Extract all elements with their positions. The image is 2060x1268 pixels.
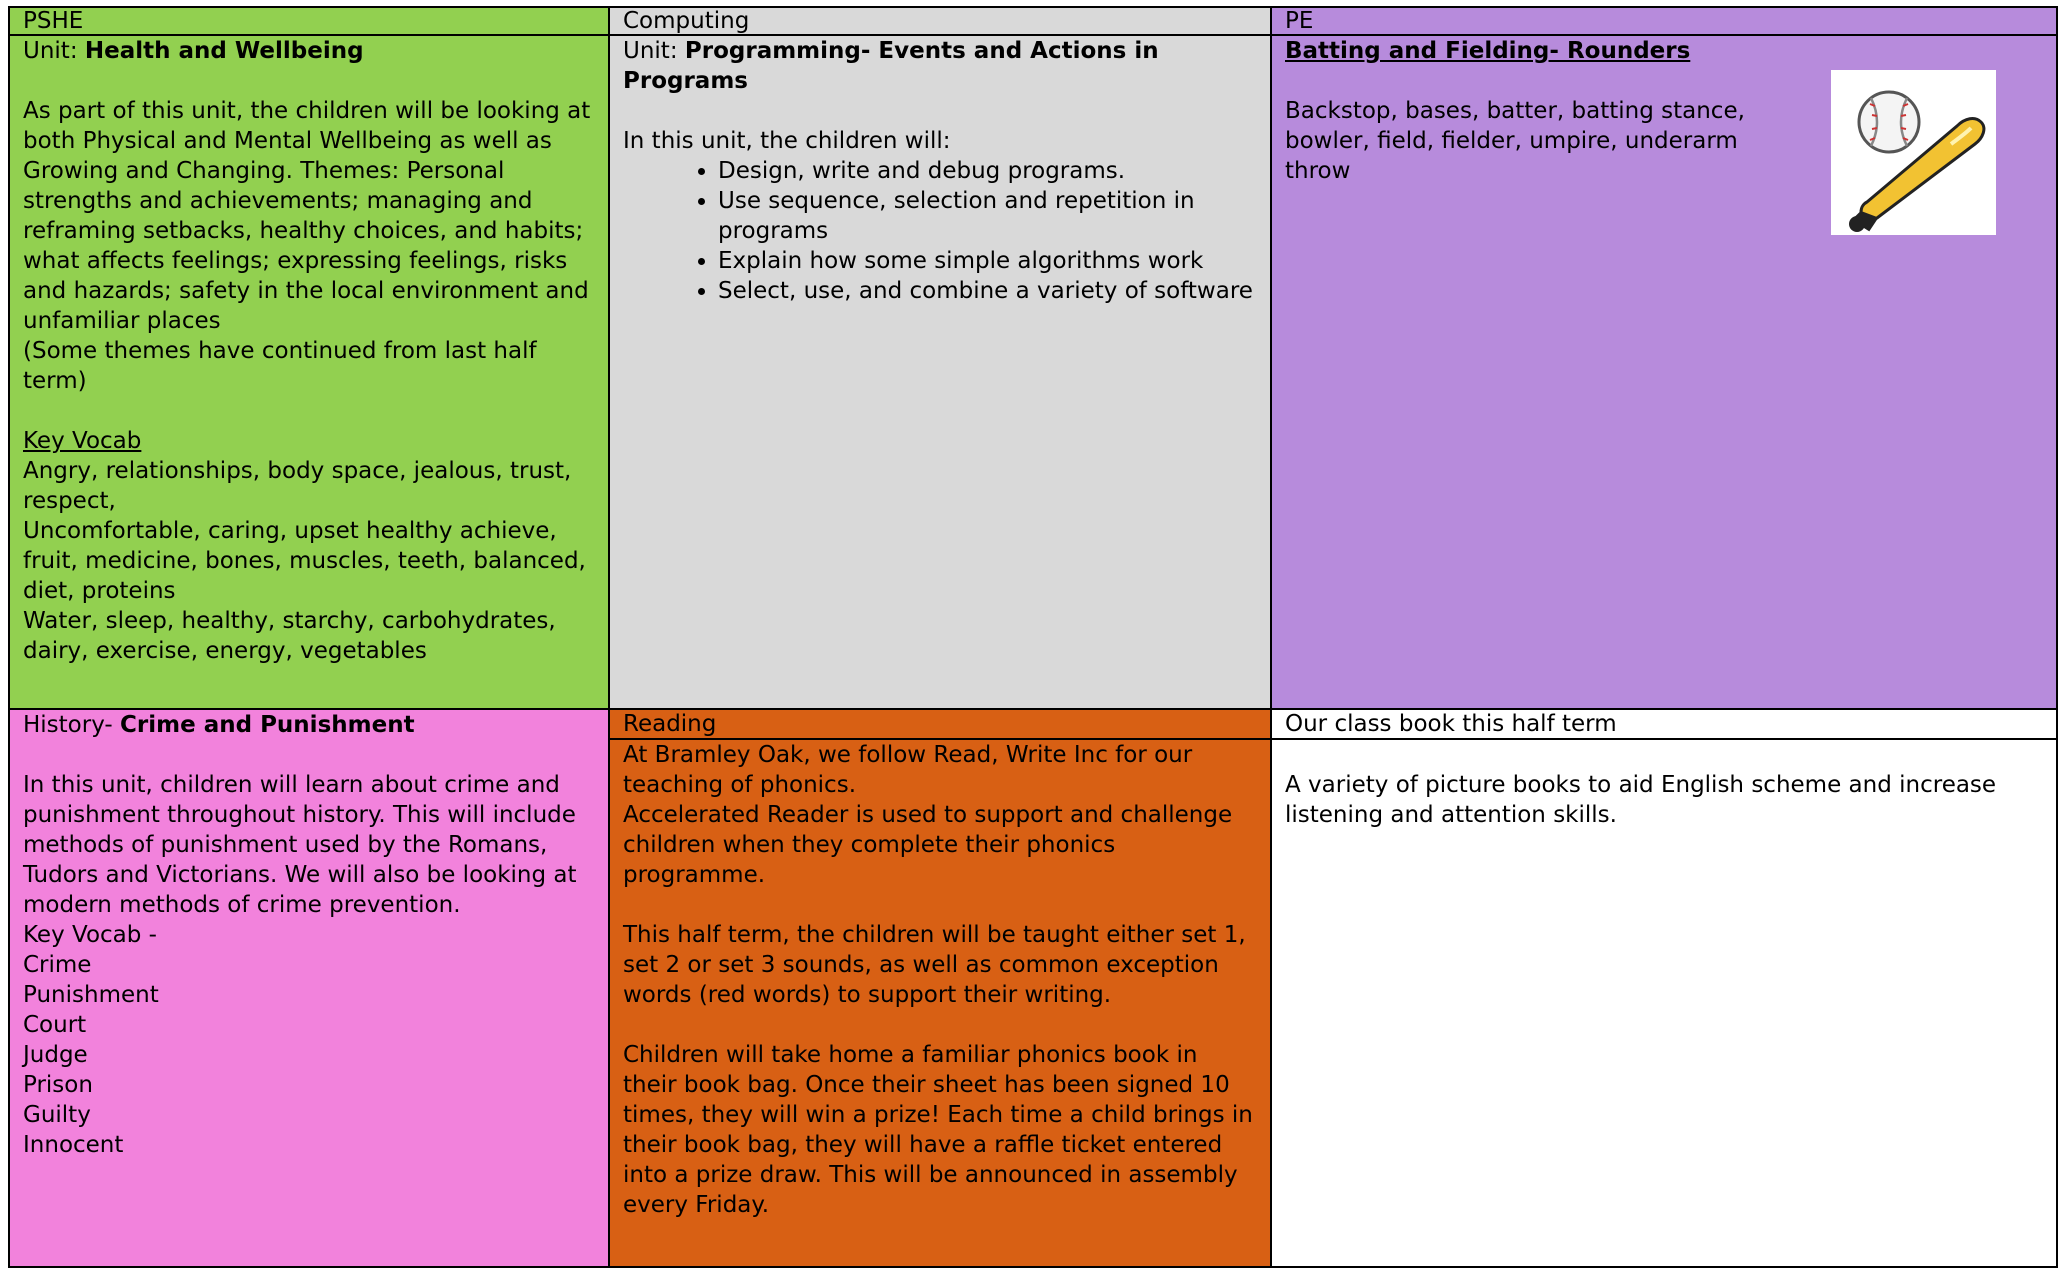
class-book-text: A variety of picture books to aid English scheme and increase listening and attention skills. bbox=[1285, 772, 1997, 828]
reading-para-1: At Bramley Oak, we follow Read, Write Inc for our teaching of phonics. bbox=[623, 742, 1193, 798]
history-vocab-heading: Key Vocab - bbox=[23, 922, 157, 948]
class-book-header-label: Our class book this half term bbox=[1285, 711, 1617, 737]
history-vocab-item: Prison bbox=[23, 1072, 93, 1098]
reading-para-4: Children will take home a familiar phonics book in their book bag. Once their sheet has been signed 10 times, they will win a prize! Each time a child brings in their book bag, they will have a raffle ticket entered into a prize draw. This will be announced in assembly every Friday. bbox=[623, 1042, 1253, 1218]
history-vocab-item: Court bbox=[23, 1012, 87, 1038]
computing-bullet: • Explain how some simple algorithms work bbox=[718, 246, 1257, 276]
pe-unit-title: Batting and Fielding- Rounders bbox=[1285, 38, 1691, 64]
history-intro: In this unit, children will learn about crime and punishment throughout history. This will include methods of punishment used by the Romans, Tudors and Victorians. We will also be looking at modern methods of crime prevention. bbox=[23, 772, 577, 918]
computing-header bbox=[608, 6, 1272, 36]
computing-unit-line bbox=[623, 36, 1257, 96]
pe-panel bbox=[1270, 34, 2058, 710]
pshe-vocab-2: Uncomfortable, caring, upset healthy achieve, fruit, medicine, bones, muscles, teeth, balanced, diet, proteins bbox=[23, 518, 586, 604]
pshe-vocab-1: Angry, relationships, body space, jealous, trust, respect, bbox=[23, 458, 572, 514]
computing-bullet: • Use sequence, selection and repetition in programs bbox=[718, 186, 1257, 246]
pe-vocab: Backstop, bases, batter, batting stance, bowler, field, fielder, umpire, underarm throw bbox=[1285, 98, 1745, 184]
reading-panel bbox=[608, 738, 1272, 1268]
baseball-bat-and-ball-icon bbox=[1831, 70, 1996, 235]
reading-para-3: This half term, the children will be taught either set 1, set 2 or set 3 sounds, as well as common exception words (red words) to support their writing. bbox=[623, 922, 1246, 1008]
history-vocab-item: Crime bbox=[23, 952, 92, 978]
class-book-header bbox=[1270, 708, 2058, 740]
pshe-panel bbox=[8, 34, 610, 710]
computing-bullet: • Select, use, and combine a variety of software bbox=[718, 276, 1257, 306]
reading-header-label: Reading bbox=[623, 711, 717, 737]
pe-header bbox=[1270, 6, 2058, 36]
history-panel bbox=[8, 708, 610, 1268]
pshe-intro: As part of this unit, the children will be looking at both Physical and Mental Wellbeing as well as Growing and Changing. Themes: Personal strengths and achievements; managing and reframing setbacks, healthy choices, and habits; what affects feelings; expressing feelings, risks and hazards; safety in the local environment and unfamiliar places bbox=[23, 98, 591, 334]
baseball-bat-svg bbox=[1831, 70, 1996, 235]
pshe-unit-line bbox=[23, 36, 595, 66]
history-title: Crime and Punishment bbox=[120, 712, 415, 738]
pshe-unit-title: Health and Wellbeing bbox=[84, 38, 364, 64]
reading-header bbox=[608, 708, 1272, 740]
computing-bullet-list bbox=[623, 156, 1257, 306]
computing-unit-title: Programming- Events and Actions in Programs bbox=[623, 38, 1159, 94]
reading-para-2: Accelerated Reader is used to support and challenge children when they complete their phonics programme. bbox=[623, 802, 1233, 888]
computing-header-label: Computing bbox=[623, 8, 750, 34]
pe-header-label: PE bbox=[1285, 8, 1314, 34]
computing-unit-prefix: Unit: bbox=[623, 38, 685, 64]
pshe-vocab-heading: Key Vocab bbox=[23, 428, 142, 454]
history-vocab-item: Punishment bbox=[23, 982, 159, 1008]
pshe-header bbox=[8, 6, 610, 36]
pshe-header-label: PSHE bbox=[23, 8, 84, 34]
history-vocab-item: Judge bbox=[23, 1042, 88, 1068]
computing-intro: In this unit, the children will: bbox=[623, 128, 951, 154]
history-prefix: History- bbox=[23, 712, 121, 738]
computing-bullet: • Design, write and debug programs. bbox=[718, 156, 1257, 186]
history-vocab-item: Guilty bbox=[23, 1102, 91, 1128]
history-title-line bbox=[23, 710, 595, 740]
history-vocab-item: Innocent bbox=[23, 1132, 124, 1158]
computing-panel bbox=[608, 34, 1272, 710]
pshe-unit-prefix: Unit: bbox=[23, 38, 85, 64]
pshe-vocab-3: Water, sleep, healthy, starchy, carbohydrates, dairy, exercise, energy, vegetables bbox=[23, 608, 556, 664]
pshe-note: (Some themes have continued from last half term) bbox=[23, 338, 537, 394]
class-book-panel bbox=[1270, 738, 2058, 1268]
curriculum-grid bbox=[8, 6, 2058, 1249]
